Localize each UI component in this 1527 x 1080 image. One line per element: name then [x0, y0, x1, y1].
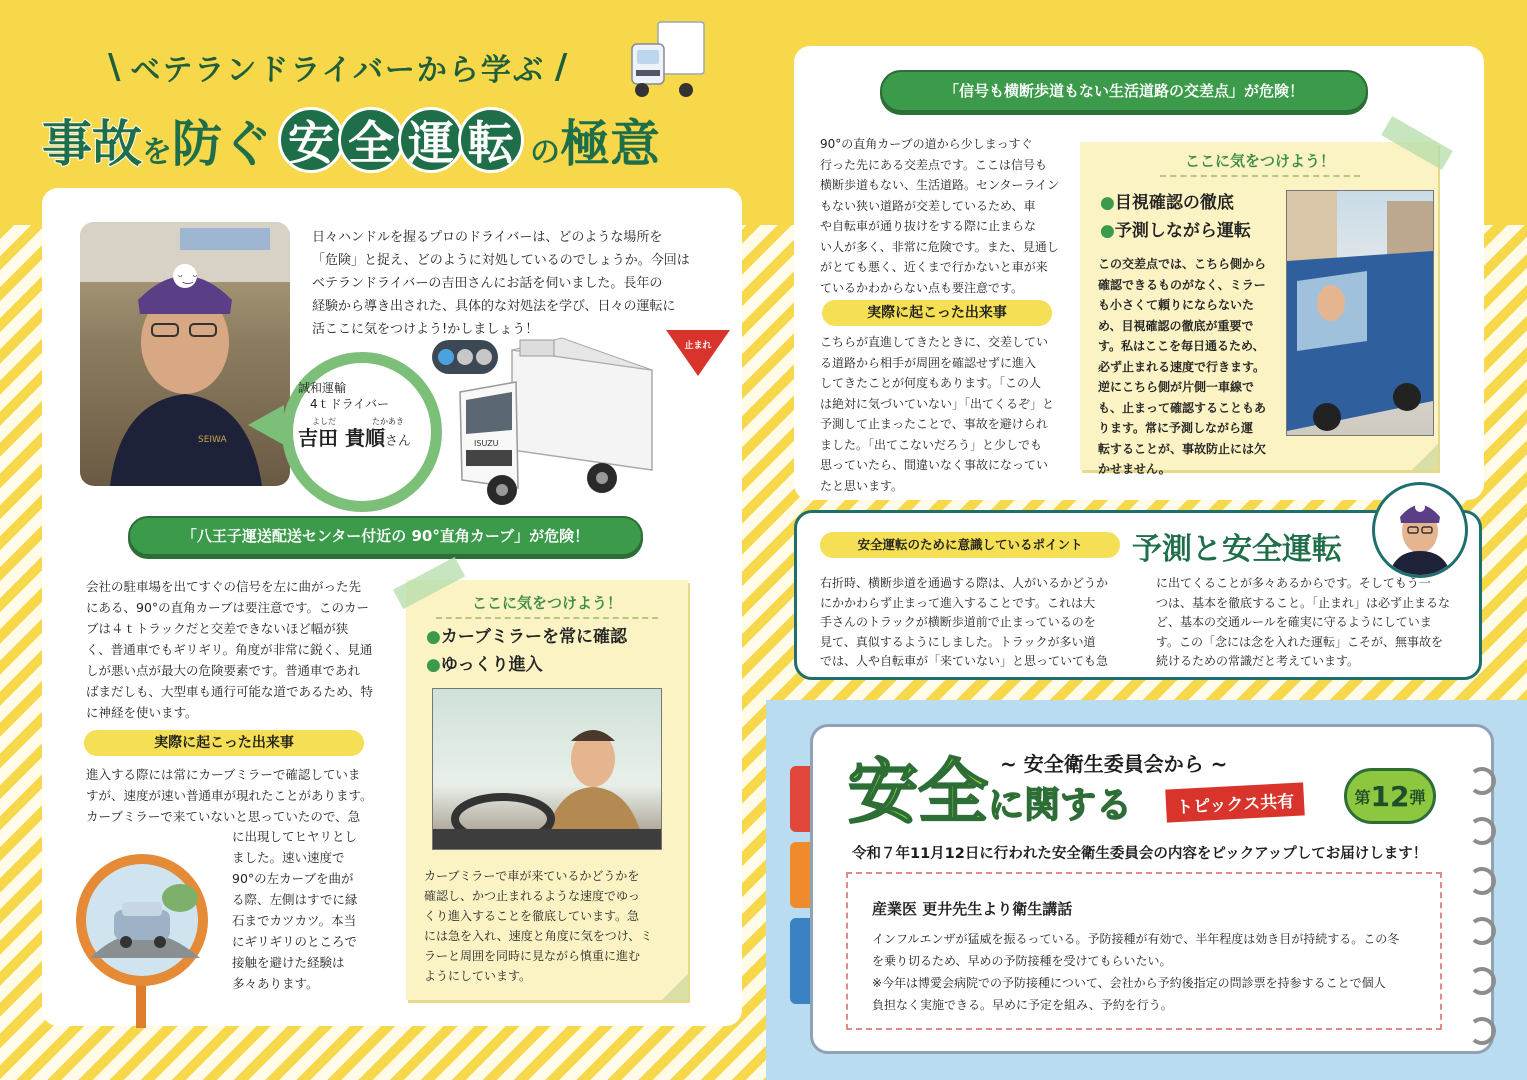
profile-name: 吉田 貴順 [298, 426, 385, 450]
section1-event-text-top: 進入する際には常にカーブミラーで確認していま すが、速度が速い普通車が現れたことがあります。 カーブミラーで来ていないと思っていたので、急 [86, 767, 373, 824]
title-particle-no: の [530, 135, 560, 170]
note-fold-right [1412, 444, 1438, 470]
issue-number: 12 [1370, 779, 1410, 813]
svg-text:ISUZU: ISUZU [474, 439, 499, 448]
issue-prefix: 第 [1354, 787, 1371, 807]
points-title: 予測と安全運転 [1132, 532, 1342, 567]
slash-right: / [554, 47, 568, 87]
notebook-rings [1466, 760, 1502, 1050]
title-kw-4: 転 [458, 107, 524, 173]
svg-text:SEIWA: SEIWA [198, 435, 227, 445]
section2-note-text: この交差点では、こちら側から 確認できるものがなく、ミラー も小さくて頼りにならないた め、目視確認の徹底が重要で す。私はここを毎日通るため、 必ず止まれる速度で行きます。 逆にこちら側が片側一車線で も、止まって確認することもあ ります。常に予測しながら運 転することが、事故防止には欠 かせません。 [1098, 257, 1267, 476]
profile-pointer [248, 405, 284, 445]
section2-caution-note [1080, 142, 1438, 476]
ruby-yoshida: よしだ [312, 417, 336, 426]
section1-event-text-bottom: に出現してヒヤリとし ました。速い速度で 90°の左カーブを曲が る際、左側はすでに縁 石までカツカツ。本当 にギリギリのところで 接触を避けた経験は 多々あります。 [232, 829, 358, 991]
issue-suffix: 弾 [1409, 787, 1426, 807]
section2-note-point2-text: 予測しながら運転 [1114, 221, 1251, 241]
note-fold [662, 974, 688, 1000]
slash-left: \ [108, 47, 121, 87]
points-text-left: 右折時、横断歩道を通過する際は、人がいるかどうか にかかわらず止まって進入することです。これは大 手さんのトラックが横断歩道前で止まっているのを 見て、真似するようにしました。トラックが多い道 では、人や自転車が「来ていない」と思っていても急 [820, 576, 1109, 668]
section1-event-label: 実際に起こった出来事 [84, 730, 364, 756]
committee-title-rest: に関する [988, 785, 1133, 826]
header-subtitle [108, 42, 567, 92]
profile-text [298, 380, 438, 450]
section1-note-point1: ●カーブミラーを常に確認 [426, 627, 627, 647]
profile-company: 誠和運輸 [298, 381, 347, 395]
talk-title: 産業医 更井先生より衛生講話 [872, 900, 1073, 918]
section1-caution-note [406, 580, 688, 1000]
section2-event-label: 実際に起こった出来事 [822, 300, 1052, 326]
section1-note-heading: ここに気をつけよう！ [436, 592, 658, 619]
title-part1: 事故 [42, 115, 142, 173]
page-title [42, 100, 660, 180]
issue-badge [1344, 768, 1436, 824]
profile-name-line [298, 426, 438, 450]
section2-body: 90°の直角カーブの道から少しまっすぐ 行った先にある交差点です。ここは信号も 横断歩道もない、生活道路。センターライン もない狭い道路が交差しているため、車 や自転車が通り抜けをする際に止まらな い人が多く、非常に危険です。また、見通し がとても悪く、近くまで行かないと車が来 ているかわからない点も要注意です。 [820, 137, 1060, 295]
committee-title-big1: 安 [848, 751, 918, 833]
talk-text: インフルエンザが猛威を振るっている。予防接種が有効で、半年程度は効き目が持続する。この冬 を乗り切るため、早めの予防接種を受けてもらいたい。 ※今年は博愛会病院での予防接種について、会社から予約後指定の問診票を持参することで個人 負担なく実施できる。早めに予定を組み、予約を行う。 [872, 932, 1400, 1012]
section1-note-caption: カーブミラーで車が来ているかどうかを 確認し、かつ止まれるような速度でゆっ くり進入することを徹底しています。急 には急を入れ、速度と角度に気をつけ、ミ ラーと周囲を同時に見ながら慎重に進む ようにしています。 [424, 869, 653, 983]
section1-body: 会社の駐車場を出てすぐの信号を左に曲がった先 にある、90°の直角カーブは要注意です。このカー ブは４ｔトラックだと交差できないほど幅が狭 く、普通車でもギリギリ。角度が非常に鋭く、見通 しが悪い点が最大の危険要素です。普通車であれ ばまだしも、大型車も通行可能な道であるため、特 に神経を使います。 [86, 579, 374, 720]
profile-role: 4ｔドライバー [310, 397, 390, 411]
ruby-takaaki: たかあき [372, 417, 404, 426]
points-text-right: に出てくることが多々あるからです。そしてもう一 つは、基本を徹底すること。「止まれ」は必ず止まるな ど、基本の交通ルールを確実に守るようにしていま す。この「念には念を入れた運転」こそが、無事故を 続けるための常識だと考えています。 [1156, 576, 1451, 668]
stop-sign-icon [666, 330, 730, 376]
committee-title [848, 752, 1132, 832]
small-driver-avatar [1372, 482, 1468, 578]
section1-note-point2: ●ゆっくり進入 [426, 655, 543, 675]
intro-text: 日々ハンドルを握るプロのドライバーは、どのような場所を 「危険」と捉え、どのように対処しているのでしょうか。今回は ベテランドライバーの吉田さんにお話を伺いました。長年の 経験から導き出された、具体的な対処法を学び、日々の運転に 活ここに気をつけよう!かしましょう！ [312, 230, 690, 337]
svg-text:ᵕ‿ᵕ: ᵕ‿ᵕ [178, 270, 198, 284]
topics-label: トピックス共有 [1165, 782, 1305, 822]
stop-sign-label: 止まれ [684, 341, 712, 351]
section2-note-point1-text: 目視確認の徹底 [1114, 193, 1234, 213]
blue-truck-illustration [1286, 190, 1434, 436]
curve-mirror-illustration [70, 848, 220, 1028]
committee-lead: 令和７年11月12日に行われた安全衛生委員会の内容をピックアップしてお届けします！ [852, 846, 1428, 862]
points-label: 安全運転のために意識しているポイント [820, 532, 1120, 558]
title-kw-2: 全 [338, 107, 404, 173]
section2-note-point1: ●目視確認の徹底 [1100, 193, 1234, 213]
subtitle-text: ベテランドライバーから学ぶ [130, 53, 545, 88]
profile-honorific: さん [384, 434, 411, 449]
section1-note-point2-text: ゆっくり進入 [440, 655, 543, 675]
title-particle-wo: を [142, 135, 172, 170]
committee-title-big2: 全 [918, 751, 988, 833]
driver-photo [80, 222, 290, 486]
title-part2: 防ぐ [172, 115, 272, 173]
title-keyword [278, 107, 524, 173]
refrigerated-truck-illustration [452, 330, 662, 510]
driver-in-cab-illustration [432, 688, 662, 850]
section2-note-point2: ●予測しながら運転 [1100, 221, 1251, 241]
section2-title: 「信号も横断歩道もない生活道路の交差点」が危険！ [880, 70, 1368, 112]
committee-from: ~ 安全衛生委員会から ~ [1000, 752, 1228, 776]
section2-event-text: こちらが直進してきたときに、交差してい る道路から相手が周囲を確認せずに進入 してきたことが何度もあります。「この人 は絶対に気づいていない」「出てくるぞ」と 予測して止まったことで、事故を避けられ ました。「出てこないだろう」と少しでも 思っていたら、間違いなく事故になってい たと思います。 [820, 335, 1055, 493]
section1-title: 「八王子運送配送センター付近の 90°直角カーブ」が危険！ [128, 516, 643, 556]
title-kw-1: 安 [278, 107, 344, 173]
section1-note-point1-text: カーブミラーを常に確認 [440, 627, 627, 647]
truck-illustration-small [628, 18, 708, 100]
section2-note-heading: ここに気をつけよう！ [1160, 150, 1360, 177]
title-part3: 極意 [560, 115, 660, 173]
title-kw-3: 運 [398, 107, 464, 173]
